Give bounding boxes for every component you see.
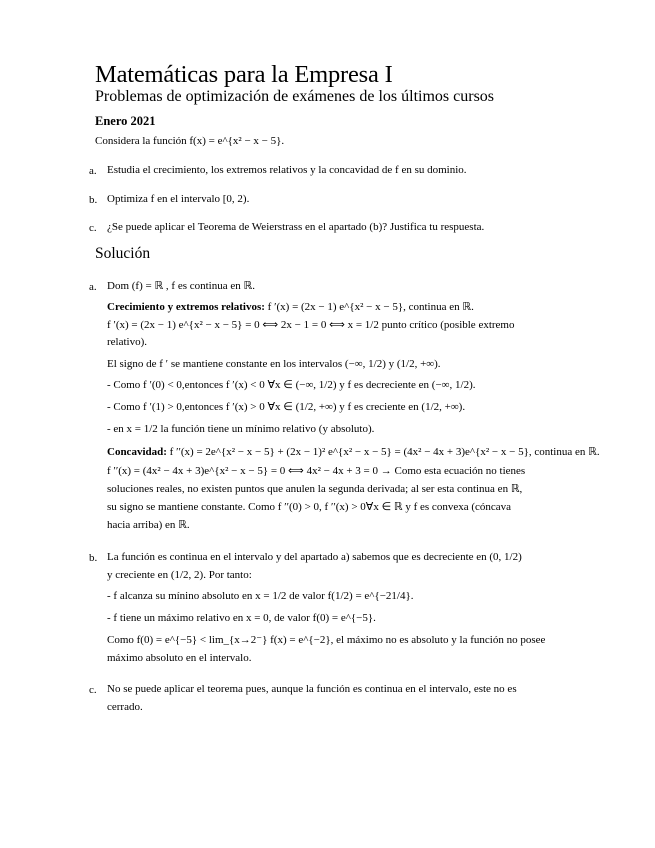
solution-b-line-1: La función es continua en el intervalo y del apartado a) sabemos que es decreciente en (0, 1/2) [107,551,522,563]
concavity-line-1-text: f ′′(x) = 2e^{x² − x − 5} + (2x − 1)² e^{x² − x − 5} = (4x² − 4x + 3)e^{x² − x − 5}, continua en ℝ. [166,446,600,458]
growth-line-2: f ′(x) = (2x − 1) e^{x² − x − 5} = 0 ⟺ 2x − 1 = 0 ⟺ x = 1/2 punto crítico (posible extremo [107,319,515,331]
question-b-marker: b. [89,194,98,206]
growth-line-1 [107,298,474,316]
question-c-marker: c. [89,222,97,234]
concavity-line-3: soluciones reales, no existen puntos que anulen la segunda derivada; al ser esta continua en ℝ, [107,483,523,495]
solution-b-line-2: y creciente en (1/2, 2). Por tanto: [107,569,252,581]
question-a-marker: a. [89,165,97,177]
solution-b-line-5: Como f(0) = e^{−5} < lim_{x→2⁻} f(x) = e^{−2}, el máximo no es absoluto y la función no posee [107,634,546,646]
growth-line-1-text: f ′(x) = (2x − 1) e^{x² − x − 5}, continua en ℝ. [264,301,474,313]
sign-line: El signo de f ′ se mantiene constante en los intervalos (−∞, 1/2) y (1/2, +∞). [107,358,441,370]
concavity-label: Concavidad: [107,446,167,458]
document-title: Matemáticas para la Empresa I [95,61,393,88]
solution-b-line-4: - f tiene un máximo relativo en x = 0, de valor f(0) = e^{−5}. [107,612,376,624]
solution-c-line-2: cerrado. [107,701,143,713]
exam-intro: Considera la función f(x) = e^{x² − x − 5}. [95,135,285,147]
exam-heading: Enero 2021 [95,114,156,128]
question-c-text: ¿Se puede aplicar el Teorema de Weierstrass en el apartado (b)? Justifica tu respuesta. [107,221,485,233]
growth-line-3: relativo). [107,336,148,348]
question-a-text: Estudia el crecimiento, los extremos relativos y la concavidad de f en su dominio. [107,164,467,176]
concavity-line-1 [107,443,600,461]
concavity-line-2: f ′′(x) = (4x² − 4x + 3)e^{x² − x − 5} = 0 ⟺ 4x² − 4x + 3 = 0 → Como esta ecuación no tienes [107,465,526,477]
solution-a-domain: Dom (f) = ℝ , f es continua en ℝ. [107,280,255,292]
solution-a-marker: a. [89,281,97,293]
solution-b-line-6: máximo absoluto en el intervalo. [107,652,252,664]
solution-c-marker: c. [89,684,97,696]
solution-heading: Solución [95,245,151,262]
case-line-3: - en x = 1/2 la función tiene un mínimo relativo (y absoluto). [107,423,375,435]
case-line-2: - Como f ′(1) > 0,entonces f ′(x) > 0 ∀x ∈ (1/2, +∞) y f es creciente en (1/2, +∞). [107,401,466,413]
case-line-1: - Como f ′(0) < 0,entonces f ′(x) < 0 ∀x ∈ (−∞, 1/2) y f es decreciente en (−∞, 1/2). [107,379,476,391]
solution-b-marker: b. [89,552,98,564]
question-b-text: Optimiza f en el intervalo [0, 2). [107,193,250,205]
concavity-line-4: su signo se mantiene constante. Como f ′′(0) > 0, f ′′(x) > 0∀x ∈ ℝ y f es convexa (cóncava [107,501,512,513]
document-subtitle: Problemas de optimización de exámenes de los últimos cursos [95,88,495,105]
solution-b-line-3: - f alcanza su mínino absoluto en x = 1/2 de valor f(1/2) = e^{−21/4}. [107,590,414,602]
growth-label: Crecimiento y extremos relativos: [107,301,265,313]
concavity-line-5: hacia arriba) en ℝ. [107,519,190,531]
solution-c-line-1: No se puede aplicar el teorema pues, aunque la función es continua en el intervalo, este no es [107,683,517,695]
